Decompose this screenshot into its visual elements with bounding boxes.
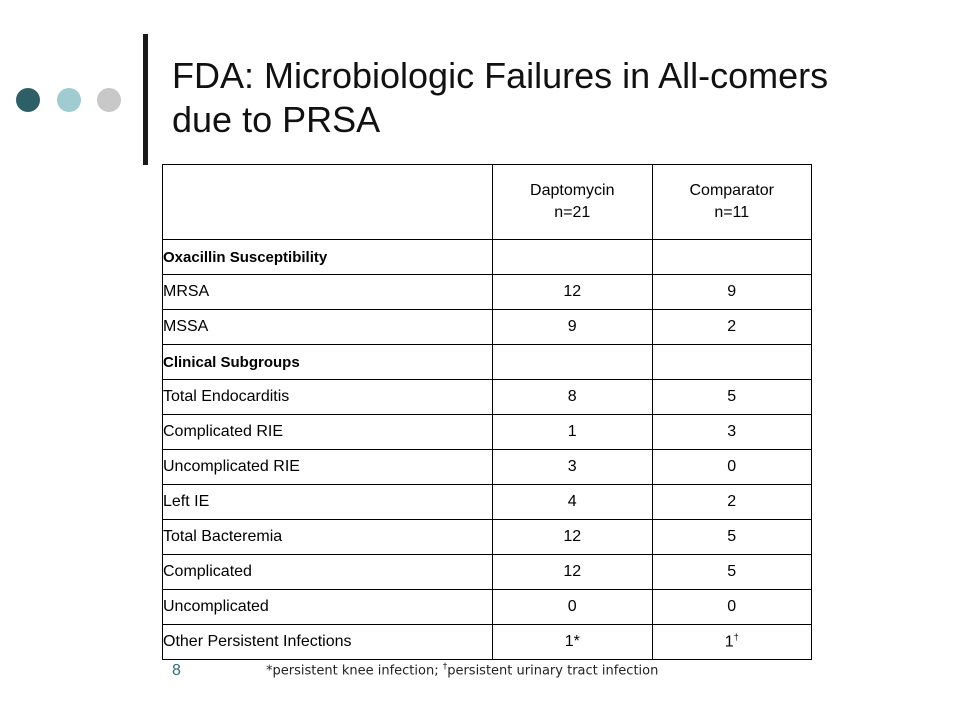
row-label: MSSA (163, 310, 493, 345)
cell-comparator: 0 (652, 590, 812, 625)
row-label: Uncomplicated RIE (163, 450, 493, 485)
decorative-dot-light (57, 88, 81, 112)
title-divider-bar (143, 34, 148, 165)
table-row (163, 415, 812, 450)
row-label: Total Endocarditis (163, 380, 493, 415)
page-number: 8 (172, 662, 181, 679)
cell-comparator: 9 (652, 275, 812, 310)
cell-comparator: 2 (652, 485, 812, 520)
table-row (163, 240, 812, 275)
footnote (266, 662, 658, 678)
row-label: Total Bacteremia (163, 520, 493, 555)
row-label: Other Persistent Infections (163, 625, 493, 660)
cell-daptomycin: 12 (493, 275, 652, 310)
slide-title-line2: due to PRSA (172, 99, 381, 140)
cell-comparator-value: 1 (724, 633, 734, 651)
row-label: Uncomplicated (163, 590, 493, 625)
cell-comparator (652, 625, 812, 660)
table-row (163, 275, 812, 310)
table-row (163, 450, 812, 485)
decorative-dot-gray (97, 88, 121, 112)
table-row (163, 520, 812, 555)
cell-daptomycin: 12 (493, 555, 652, 590)
cell-comparator: 5 (652, 555, 812, 590)
cell-comparator (652, 240, 812, 275)
row-label: Clinical Subgroups (163, 345, 493, 380)
table-row (163, 590, 812, 625)
footnote-dagger: † (442, 662, 448, 672)
row-label: Complicated RIE (163, 415, 493, 450)
cell-daptomycin: 12 (493, 520, 652, 555)
header-empty-cell (163, 165, 493, 240)
header-comparator (652, 165, 812, 240)
table-row (163, 625, 812, 660)
failures-table (162, 164, 812, 660)
slide-title-line1: FDA: Microbiologic Failures in All-comers (172, 55, 829, 96)
table-row (163, 555, 812, 590)
header-comparator-n: n=11 (714, 204, 750, 221)
row-label: Oxacillin Susceptibility (163, 240, 493, 275)
cell-daptomycin (493, 240, 652, 275)
cell-comparator (652, 345, 812, 380)
cell-comparator: 5 (652, 520, 812, 555)
table-row (163, 380, 812, 415)
table-header-row (163, 165, 812, 240)
table-row (163, 345, 812, 380)
cell-daptomycin: 9 (493, 310, 652, 345)
table-row (163, 485, 812, 520)
slide-title (172, 54, 932, 142)
cell-daptomycin: 4 (493, 485, 652, 520)
decorative-dot-dark (16, 88, 40, 112)
row-label: Left IE (163, 485, 493, 520)
header-daptomycin-n: n=21 (554, 204, 591, 221)
cell-daptomycin (493, 345, 652, 380)
cell-daptomycin: 1 (493, 415, 652, 450)
header-daptomycin (493, 165, 652, 240)
cell-comparator: 5 (652, 380, 812, 415)
dagger-mark: † (733, 632, 739, 643)
cell-daptomycin: 0 (493, 590, 652, 625)
cell-comparator: 2 (652, 310, 812, 345)
cell-daptomycin: 3 (493, 450, 652, 485)
footnote-part1: *persistent knee infection; (266, 663, 443, 679)
table-row (163, 310, 812, 345)
header-daptomycin-name: Daptomycin (530, 182, 615, 199)
footnote-part2: persistent urinary tract infection (447, 663, 659, 679)
cell-comparator: 0 (652, 450, 812, 485)
cell-daptomycin: 8 (493, 380, 652, 415)
row-label: Complicated (163, 555, 493, 590)
header-comparator-name: Comparator (689, 182, 774, 199)
cell-daptomycin: 1* (493, 625, 652, 660)
row-label: MRSA (163, 275, 493, 310)
cell-comparator: 3 (652, 415, 812, 450)
